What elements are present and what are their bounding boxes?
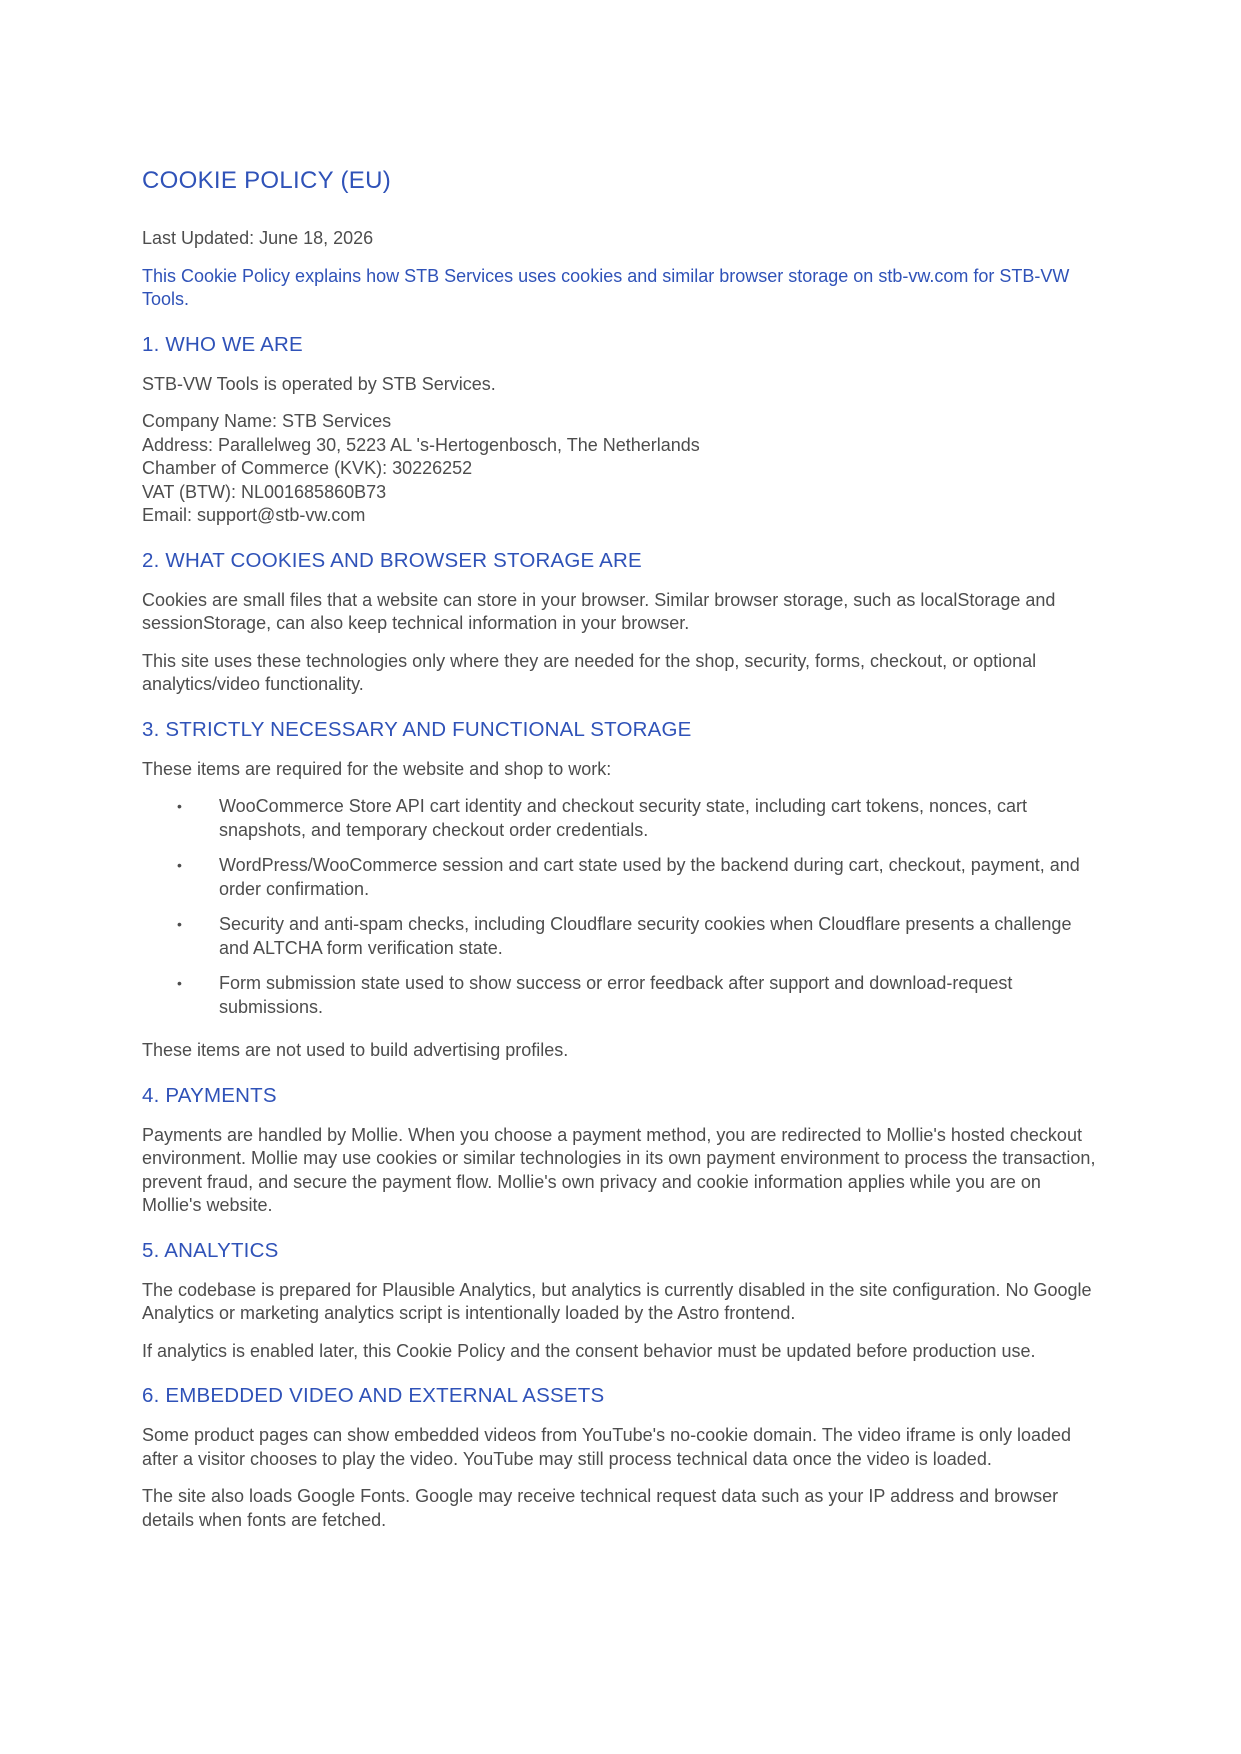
company-email: Email: support@stb-vw.com bbox=[142, 505, 366, 525]
list-item bbox=[177, 972, 1102, 1019]
bullet-icon: • bbox=[177, 916, 182, 932]
paragraph: Some product pages can show embedded videos from YouTube's no-cookie domain. The video iframe is only loaded after a visitor chooses to play the video. YouTube may still process technical data once the video is loaded. bbox=[142, 1425, 1071, 1469]
paragraph: These items are not used to build advertising profiles. bbox=[142, 1040, 569, 1060]
company-vat: VAT (BTW): NL001685860B73 bbox=[142, 481, 387, 502]
list-item-text: WordPress/WooCommerce session and cart state used by the backend during cart, checkout, payment, and order confirmation. bbox=[219, 855, 1080, 899]
list-item bbox=[177, 913, 1102, 960]
section-heading-payments: 4. PAYMENTS bbox=[142, 1083, 277, 1107]
list-item bbox=[177, 795, 1102, 842]
list-item-text: Security and anti-spam checks, including Cloudflare security cookies when Cloudflare presents a challenge and ALTCHA form verification state. bbox=[219, 914, 1072, 958]
document-page bbox=[142, 163, 1102, 1546]
section-heading-necessary-storage: 3. STRICTLY NECESSARY AND FUNCTIONAL STORAGE bbox=[142, 717, 692, 741]
company-details bbox=[142, 410, 1102, 528]
paragraph: This site uses these technologies only where they are needed for the shop, security, forms, checkout, or optional analytics/video functionality. bbox=[142, 650, 1037, 694]
company-kvk: Chamber of Commerce (KVK): 30226252 bbox=[142, 458, 473, 478]
last-updated: Last Updated: June 18, 2026 bbox=[142, 228, 374, 248]
bullet-icon: • bbox=[177, 975, 182, 991]
paragraph: The codebase is prepared for Plausible Analytics, but analytics is currently disabled in the site configuration. No Google Analytics or marketing analytics script is intentionally loaded by the Astro frontend. bbox=[142, 1279, 1092, 1323]
list-item-text: WooCommerce Store API cart identity and checkout security state, including cart tokens, nonces, cart snapshots, and temporary checkout order credentials. bbox=[219, 796, 1028, 840]
company-address: Address: Parallelweg 30, 5223 AL 's-Hertogenbosch, The Netherlands bbox=[142, 434, 700, 455]
paragraph: Payments are handled by Mollie. When you choose a payment method, you are redirected to Mollie's hosted checkout environment. Mollie may use cookies or similar technologies in its own payment environment to process the transaction, prevent fraud, and secure the payment flow. Mollie's own privacy and cookie information applies while you are on Mollie's website. bbox=[142, 1124, 1096, 1215]
necessary-items-list bbox=[142, 795, 1102, 1019]
company-name: Company Name: STB Services bbox=[142, 411, 392, 431]
paragraph: The site also loads Google Fonts. Google may receive technical request data such as your IP address and browser details when fonts are fetched. bbox=[142, 1486, 1059, 1530]
list-item bbox=[177, 854, 1102, 901]
paragraph: These items are required for the website and shop to work: bbox=[142, 758, 612, 779]
section-heading-who-we-are: 1. WHO WE ARE bbox=[142, 332, 303, 356]
list-item-text: Form submission state used to show success or error feedback after support and download-request submissions. bbox=[219, 973, 1013, 1017]
document-title: COOKIE POLICY (EU) bbox=[142, 167, 392, 194]
section-heading-embedded-video: 6. EMBEDDED VIDEO AND EXTERNAL ASSETS bbox=[142, 1384, 605, 1407]
paragraph: Cookies are small files that a website can store in your browser. Similar browser storage, such as localStorage and sessionStorage, can also keep technical information in your browser. bbox=[142, 589, 1056, 633]
bullet-icon: • bbox=[177, 857, 182, 873]
section-heading-cookies-storage: 2. WHAT COOKIES AND BROWSER STORAGE ARE bbox=[142, 548, 642, 572]
bullet-icon: • bbox=[177, 798, 182, 814]
paragraph: STB-VW Tools is operated by STB Services. bbox=[142, 373, 496, 394]
intro-paragraph: This Cookie Policy explains how STB Services uses cookies and similar browser storage on stb-vw.com for STB-VW Tools. bbox=[142, 265, 1070, 309]
paragraph: If analytics is enabled later, this Cookie Policy and the consent behavior must be updated before production use. bbox=[142, 1340, 1036, 1361]
section-heading-analytics: 5. ANALYTICS bbox=[142, 1238, 279, 1262]
